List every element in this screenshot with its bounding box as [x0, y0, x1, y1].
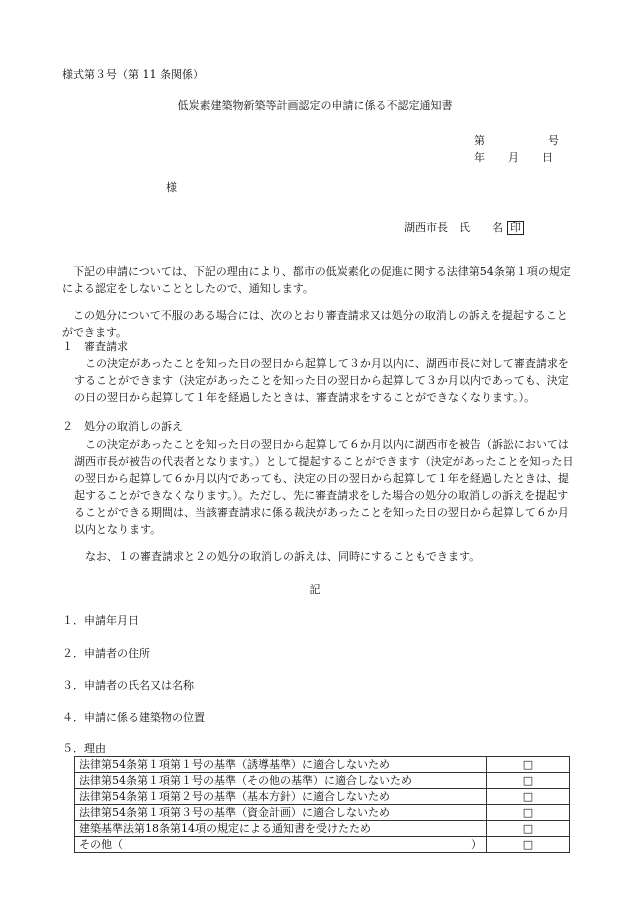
section2-heading: ２ 処分の取消しの訴え: [62, 420, 183, 433]
number-suffix: 号: [548, 134, 559, 147]
issuer-name: 湖西市長 氏 名: [404, 221, 503, 234]
table-row: [75, 773, 570, 789]
table-row: [75, 821, 570, 837]
ki-heading: 記: [309, 583, 321, 596]
reason-checkbox[interactable]: □: [487, 789, 570, 805]
reason-checkbox[interactable]: □: [487, 773, 570, 789]
reason-label: 法律第54条第１項第２号の基準（基本方針）に適合しないため: [75, 789, 487, 805]
form-number: 様式第３号（第 11 条関係）: [62, 68, 204, 81]
section2-text: この決定があったことを知った日の翌日から起算して６か月以内に湖西市を被告（訴訟においては湖西市長が被告の代表者となります。）として提起することができます（決定があったことを知った日の翌日から起算して６か月以内であっても、決定の日の翌日から起算して１年を経過したときは、提起することができなくなります。）。ただし、先に審査請求をした場合の処分の取消しの訴えを提起することができる期間は、当該審査請求に係る裁決があったことを知った日の翌日から起算して６か月以内となります。: [74, 438, 574, 536]
item-building-location: ４．申請に係る建築物の位置: [62, 711, 205, 724]
table-row: [75, 757, 570, 773]
reasons-table: [74, 756, 570, 853]
section1-heading: １ 審査請求: [62, 340, 128, 353]
reason-checkbox[interactable]: □: [487, 805, 570, 821]
date-day: 日: [542, 151, 553, 164]
reason-label: 建築基準法第18条第14項の規定による通知書を受けたため: [75, 821, 487, 837]
item-application-date: １．申請年月日: [62, 614, 139, 627]
reason-label: 法律第54条第１項第１号の基準（誘導基準）に適合しないため: [75, 757, 487, 773]
date-year: 年: [474, 151, 485, 164]
reason-label: その他（: [79, 838, 123, 851]
document-title: 低炭素建築物新築等計画認定の申請に係る不認定通知書: [177, 99, 453, 112]
reason-other: [75, 837, 487, 853]
reason-checkbox[interactable]: □: [487, 757, 570, 773]
item-reason: ５．理由: [62, 742, 106, 755]
document-date: [474, 151, 553, 164]
reason-label-close: ）: [471, 838, 482, 851]
table-row: [75, 837, 570, 853]
recipient-suffix: 様: [166, 181, 177, 194]
reason-checkbox[interactable]: □: [487, 821, 570, 837]
seal-mark: 印: [507, 221, 524, 235]
reason-label: 法律第54条第１項第１号の基準（その他の基準）に適合しないため: [75, 773, 487, 789]
note-paragraph: なお、１の審査請求と２の処分の取消しの訴えは、同時にすることもできます。: [85, 550, 481, 563]
notice-paragraph: 下記の申請については、下記の理由により、都市の低炭素化の促進に関する法律第54条第１項の規定による認定をしないこととしたので、通知します。: [62, 265, 571, 295]
date-month: 月: [508, 151, 519, 164]
issuer: [404, 221, 524, 235]
table-row: [75, 805, 570, 821]
item-applicant-name: ３．申請者の氏名又は名称: [62, 679, 194, 692]
document-number: [474, 134, 559, 147]
section1-text: この決定があったことを知った日の翌日から起算して３か月以内に、湖西市長に対して審査請求をすることができます（決定があったことを知った日の翌日から起算して３か月以内であっても、決定の日の翌日から起算して１年を経過したときは、審査請求をすることができなくなります。）。: [74, 357, 569, 404]
item-applicant-address: ２．申請者の住所: [62, 647, 150, 660]
objection-intro: この処分について不服のある場合には、次のとおり審査請求又は処分の取消しの訴えを提起することができます。: [62, 309, 568, 339]
reason-label: 法律第54条第１項第３号の基準（資金計画）に適合しないため: [75, 805, 487, 821]
table-row: [75, 789, 570, 805]
number-label: 第: [474, 134, 485, 147]
reason-checkbox[interactable]: □: [487, 837, 570, 853]
